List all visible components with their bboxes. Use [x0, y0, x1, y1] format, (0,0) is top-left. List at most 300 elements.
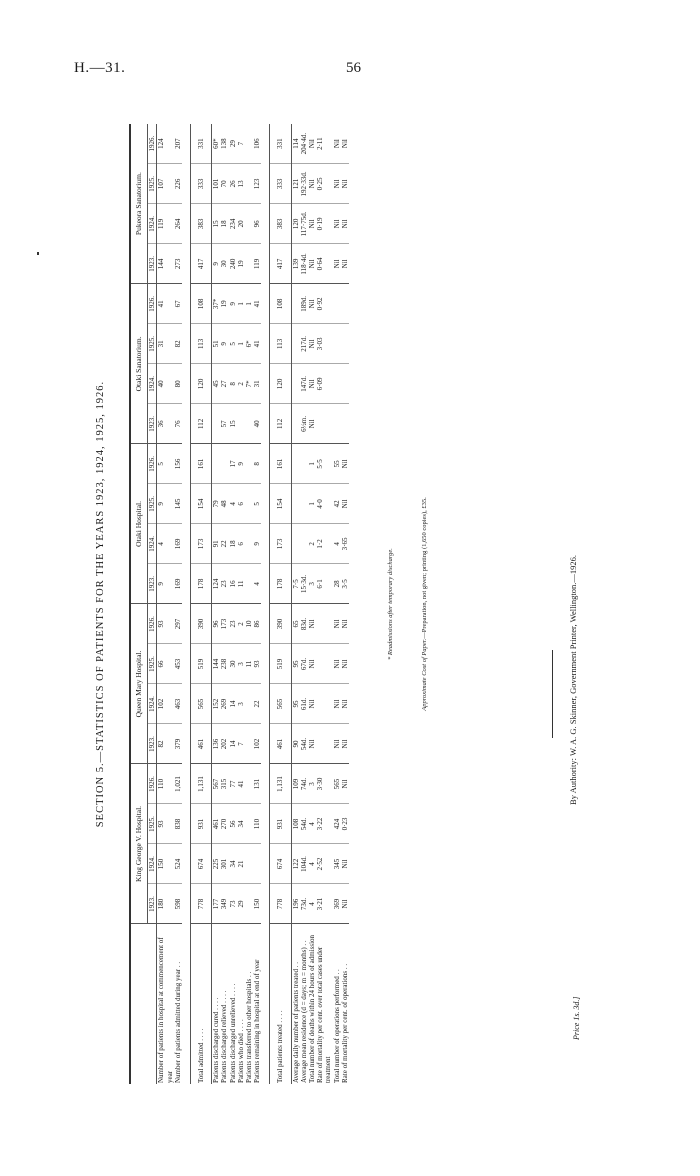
table-cell: 110	[253, 804, 261, 844]
table-cell: 463	[174, 684, 182, 724]
table-cell: 108	[191, 284, 212, 324]
table-cell: 270	[220, 804, 228, 844]
table-cell	[245, 124, 253, 164]
table-cell: 7	[237, 724, 245, 764]
table-cell: 567	[212, 764, 221, 804]
table-cell: 2·52	[316, 844, 332, 884]
table-cell: 10	[245, 604, 253, 644]
year-header: 1923.	[148, 244, 157, 284]
table-cell: 4	[229, 484, 237, 524]
table-cell: 13	[237, 164, 245, 204]
table-cell: 778	[270, 884, 291, 924]
table-cell: 177	[212, 884, 221, 924]
table-cell: Nil	[308, 604, 316, 644]
table-cell: 156	[174, 444, 182, 484]
table-cell: 3·03	[316, 324, 332, 364]
row-label: Total admitted . . . .	[191, 924, 212, 1084]
year-header: 1926.	[148, 124, 157, 164]
table-cell: 173	[220, 604, 228, 644]
table-cell: 2·11	[316, 124, 332, 164]
table-cell: 65	[291, 604, 300, 644]
row-label: Average mean residence (d = days; m = months) . .	[299, 940, 308, 1083]
table-cell: 2	[308, 524, 316, 564]
table-cell	[333, 284, 341, 324]
table-cell	[220, 444, 228, 484]
table-row	[157, 124, 174, 1084]
table-cell: 778	[191, 884, 212, 924]
table-cell: 67	[174, 284, 182, 324]
table-cell: 238	[220, 644, 228, 684]
table-cell: 1,131	[270, 764, 291, 804]
table-cell: 461	[270, 724, 291, 764]
table-cell: 3	[237, 684, 245, 724]
table-cell: 95	[291, 684, 300, 724]
year-header: 1924.	[148, 524, 157, 564]
year-header: 1924.	[148, 844, 157, 884]
table-cell: 369	[333, 884, 341, 924]
table-cell: 55	[333, 444, 341, 484]
table-cell: 82	[157, 724, 174, 764]
table-cell	[245, 684, 253, 724]
table-cell: 204·4d.	[300, 124, 308, 164]
table-cell: 61d.	[300, 684, 308, 724]
row-label: Patients remaining in hospital at end of year	[253, 959, 262, 1083]
table-cell	[333, 324, 341, 364]
table-cell: 196	[291, 884, 300, 924]
table-cell: 5	[253, 484, 261, 524]
table-cell: 114	[291, 124, 300, 164]
table-cell: 144	[212, 644, 221, 684]
table-cell: 6·1	[316, 564, 332, 604]
statistics-table	[129, 124, 349, 1084]
table-cell: 461	[191, 724, 212, 764]
table-cell: 145	[174, 484, 182, 524]
table-cell: 83d.	[300, 604, 308, 644]
table-cell	[291, 444, 300, 484]
table-cell: 96	[212, 604, 221, 644]
table-cell: 6	[237, 524, 245, 564]
table-cell: Nil	[341, 764, 349, 804]
table-cell: 29	[229, 124, 237, 164]
table-cell: Nil	[341, 844, 349, 884]
table-cell	[300, 444, 308, 484]
table-cell: Nil	[341, 724, 349, 764]
table-cell: 7*	[245, 364, 253, 404]
table-cell: 102	[157, 684, 174, 724]
table-cell: 5	[157, 444, 174, 484]
table-cell: Nil	[341, 244, 349, 284]
table-cell: 19	[237, 244, 245, 284]
table-cell: Nil	[333, 604, 341, 644]
table-cell: 1	[237, 284, 245, 324]
table-cell: 383	[191, 204, 212, 244]
row-label: Number of patients in hospital at commencement of year	[157, 937, 174, 1083]
section-title: SECTION 5.—STATISTICS OF PATIENTS FOR THE YEARS 1923, 1924, 1925, 1926.	[95, 380, 106, 828]
table-cell: 21	[237, 844, 245, 884]
year-header: 1926.	[148, 604, 157, 644]
cost-note	[421, 124, 428, 1084]
year-header: 1926.	[148, 284, 157, 324]
table-cell	[245, 564, 253, 604]
table-cell	[333, 404, 341, 444]
table-cell: 169	[174, 524, 182, 564]
table-cell: 6*	[245, 324, 253, 364]
table-cell: 112	[270, 404, 291, 444]
table-cell: 333	[191, 164, 212, 204]
table-cell: 6·09	[316, 364, 332, 404]
table-cell	[245, 484, 253, 524]
table-cell: 1	[308, 484, 316, 524]
row-label: Patients discharged relieved . . . .	[220, 990, 229, 1083]
table-cell: 109	[291, 764, 300, 804]
table-cell: 91	[212, 524, 221, 564]
table-cell: 36	[157, 404, 174, 444]
year-header: 1925.	[148, 484, 157, 524]
year-header: 1926.	[148, 764, 157, 804]
table-cell: 383	[270, 204, 291, 244]
table-cell	[291, 484, 300, 524]
table-cell: 41	[253, 324, 261, 364]
table-row	[316, 124, 332, 1084]
table-cell: 519	[270, 644, 291, 684]
table-cell: 226	[174, 164, 182, 204]
table-cell: 41	[253, 284, 261, 324]
table-cell: 95	[291, 644, 300, 684]
table-cell: 7	[237, 124, 245, 164]
table-cell: 4	[333, 524, 341, 564]
table-cell: 121	[291, 164, 300, 204]
table-cell: 18	[220, 204, 228, 244]
table-cell: 9	[220, 324, 228, 364]
table-cell: 154	[191, 484, 212, 524]
table-cell: Nil	[333, 204, 341, 244]
table-row	[333, 124, 341, 1084]
table-cell: 80	[174, 364, 182, 404]
table-cell: 9	[157, 484, 174, 524]
table-cell: 42	[333, 484, 341, 524]
table-cell: 931	[191, 804, 212, 844]
table-cell: 74d.	[300, 764, 308, 804]
table-cell: 269	[220, 684, 228, 724]
table-cell: 76	[174, 404, 182, 444]
table-cell: Nil	[333, 724, 341, 764]
table-cell: Nil	[308, 364, 316, 404]
table-cell: 390	[270, 604, 291, 644]
table-cell	[291, 284, 300, 324]
table-cell: 161	[191, 444, 212, 484]
table-cell: Nil	[341, 204, 349, 244]
table-cell: 93	[157, 804, 174, 844]
table-cell: 240	[229, 244, 237, 284]
table-cell: 113	[270, 324, 291, 364]
table-cell	[333, 364, 341, 404]
table-cell: 56	[229, 804, 237, 844]
table-cell	[237, 404, 245, 444]
table-cell: 108	[270, 284, 291, 324]
cost-label: Approximate Cost of Paper.	[421, 638, 428, 711]
table-cell: 113	[191, 324, 212, 364]
table-cell: Nil	[333, 644, 341, 684]
table-cell: 931	[270, 804, 291, 844]
table-cell: 77	[229, 764, 237, 804]
table-cell	[245, 404, 253, 444]
table-row	[300, 124, 308, 1084]
table-cell: 6	[237, 484, 245, 524]
table-cell: 453	[174, 644, 182, 684]
table-cell: 108	[291, 804, 300, 844]
table-cell	[245, 844, 253, 884]
table-cell	[245, 444, 253, 484]
table-cell	[245, 724, 253, 764]
page-ref-left: H.—31.	[74, 60, 126, 76]
table-cell	[245, 764, 253, 804]
table-cell: 161	[270, 444, 291, 484]
table-cell: 119	[253, 244, 261, 284]
table-cell: 4·0	[316, 484, 332, 524]
table-cell: 152	[212, 684, 221, 724]
table-cell: 1,021	[174, 764, 182, 804]
table-cell: 417	[270, 244, 291, 284]
table-cell: Nil	[341, 684, 349, 724]
stray-mark	[37, 252, 39, 255]
table-cell: 147d.	[300, 364, 308, 404]
table-cell: 67d.	[300, 644, 308, 684]
table-cell: Nil	[341, 444, 349, 484]
table-cell: 34	[237, 804, 245, 844]
table-cell: 3	[308, 564, 316, 604]
table-cell: 54d.	[300, 724, 308, 764]
table-cell: Nil	[308, 204, 316, 244]
table-cell: 120	[270, 364, 291, 404]
table-cell: 461	[212, 804, 221, 844]
table-cell: 7·5	[291, 564, 300, 604]
table-body	[157, 124, 349, 1084]
table-cell: 14	[229, 724, 237, 764]
table-cell: 86	[253, 604, 261, 644]
table-cell: Nil	[333, 124, 341, 164]
table-cell: 22	[220, 524, 228, 564]
table-cell	[291, 404, 300, 444]
year-header: 1925.	[148, 164, 157, 204]
table-cell: Nil	[308, 644, 316, 684]
table-cell	[341, 364, 349, 404]
table-cell: 379	[174, 724, 182, 764]
table-cell: 178	[191, 564, 212, 604]
table-cell: 31	[253, 364, 261, 404]
table-cell: 189d.	[300, 284, 308, 324]
table-row	[270, 124, 291, 1084]
printer-authority: By Authority: W. A. G. Skinner, Government Printer, Wellington.—1926.	[568, 555, 578, 805]
table-cell: Nil	[341, 884, 349, 924]
table-cell: 66	[157, 644, 174, 684]
table-cell: 0·92	[316, 284, 332, 324]
table-cell: 297	[174, 604, 182, 644]
table-cell: 70	[220, 164, 228, 204]
row-label: Total number of deaths within 24 hours of admission	[308, 934, 317, 1083]
table-cell: 73	[229, 884, 237, 924]
hospital-header: Otaki Sanatorium.	[130, 284, 148, 444]
table-cell: 101	[212, 164, 221, 204]
row-label: Patients discharged unrelieved . . . .	[228, 983, 237, 1083]
table-cell: 9	[253, 524, 261, 564]
row-label: Patients who died . . . .	[236, 1019, 245, 1083]
table-cell: 3	[237, 644, 245, 684]
table-cell: 178	[270, 564, 291, 604]
table-cell: Nil	[308, 244, 316, 284]
table-cell: 1	[308, 444, 316, 484]
year-header: 1925.	[148, 644, 157, 684]
table-cell: 4	[157, 524, 174, 564]
table-cell: 173	[270, 524, 291, 564]
table-cell: 3·30	[316, 764, 332, 804]
table-cell: 150	[253, 884, 261, 924]
table-cell: 93	[253, 644, 261, 684]
table-cell: 838	[174, 804, 182, 844]
table-cell: 73d.	[300, 884, 308, 924]
table-cell: 118·4d.	[300, 244, 308, 284]
table-cell: 390	[191, 604, 212, 644]
table-cell	[300, 524, 308, 564]
table-cell: 144	[157, 244, 174, 284]
table-cell: 0·19	[316, 204, 332, 244]
table-cell: 107	[157, 164, 174, 204]
table-cell: 29	[237, 884, 245, 924]
row-label: Rate of mortality per cent. over total cases under treatment	[316, 946, 333, 1083]
table-cell: 1	[237, 324, 245, 364]
table-cell: 28	[333, 564, 341, 604]
table-cell	[245, 164, 253, 204]
page-number: 56	[346, 60, 361, 76]
table-cell: 45	[212, 364, 221, 404]
table-cell: 48	[220, 484, 228, 524]
table-cell: 82	[174, 324, 182, 364]
table-cell: 20	[237, 204, 245, 244]
table-cell: Nil	[341, 484, 349, 524]
table-cell: 112	[191, 404, 212, 444]
row-label: Average daily number of patients treated . .	[291, 962, 300, 1083]
table-cell: 110	[157, 764, 174, 804]
table-cell	[245, 804, 253, 844]
table-cell: 40	[157, 364, 174, 404]
hospital-header: Queen Mary Hospital.	[130, 604, 148, 764]
table-cell: 417	[191, 244, 212, 284]
table-cell: 345	[333, 844, 341, 884]
table-cell: 273	[174, 244, 182, 284]
table-cell: 22	[253, 684, 261, 724]
table-cell: 524	[174, 844, 182, 884]
table-row	[212, 124, 221, 1084]
table-cell: 124	[157, 124, 174, 164]
table-cell: 15	[229, 404, 237, 444]
table-cell: 333	[270, 164, 291, 204]
table-cell: Nil	[308, 164, 316, 204]
year-header: 1923.	[148, 564, 157, 604]
table-cell: 27	[220, 364, 228, 404]
table-cell	[245, 524, 253, 564]
table-cell: 9	[229, 284, 237, 324]
table-cell: 93	[157, 604, 174, 644]
year-header: 1926.	[148, 444, 157, 484]
table-cell	[341, 324, 349, 364]
table-cell	[316, 604, 332, 644]
table-row	[308, 124, 316, 1084]
table-cell: 424	[333, 804, 341, 844]
table-cell: 2	[237, 604, 245, 644]
table-cell: 349	[220, 884, 228, 924]
table-cell: 102	[253, 724, 261, 764]
table-cell	[316, 684, 332, 724]
table-cell: 150	[157, 844, 174, 884]
table-cell: 123	[253, 164, 261, 204]
table-cell: Nil	[308, 284, 316, 324]
row-label: Number of patients admitted during year . .	[173, 961, 182, 1083]
table-cell: 180	[157, 884, 174, 924]
table-cell: 565	[333, 764, 341, 804]
table-cell: Nil	[341, 164, 349, 204]
rotated-table-area	[95, 104, 443, 1104]
table-cell: 104d.	[300, 844, 308, 884]
table-cell: 31	[157, 324, 174, 364]
table-cell: 41	[157, 284, 174, 324]
table-cell: 565	[191, 684, 212, 724]
year-header: 1925.	[148, 804, 157, 844]
table-cell: 96	[253, 204, 261, 244]
table-row	[220, 124, 228, 1084]
table-cell: 8	[253, 444, 261, 484]
table-cell	[245, 204, 253, 244]
table-cell: 30	[220, 244, 228, 284]
spacer-row	[182, 124, 191, 1084]
table-row	[237, 124, 245, 1084]
table-cell: 0·25	[316, 164, 332, 204]
table-row	[174, 124, 182, 1084]
table-cell: Nil	[333, 244, 341, 284]
table-cell: 234	[229, 204, 237, 244]
row-label: Rate of mortality per cent. of operations . .	[340, 963, 349, 1083]
table-cell: 202	[220, 724, 228, 764]
table-row	[191, 124, 212, 1084]
table-cell: 1,131	[191, 764, 212, 804]
table-cell	[291, 324, 300, 364]
table-cell: 519	[191, 644, 212, 684]
table-cell: 315	[220, 764, 228, 804]
table-cell: 0·64	[316, 244, 332, 284]
table-cell: 14	[229, 684, 237, 724]
table-cell: 217d.	[300, 324, 308, 364]
table-cell: 122	[291, 844, 300, 884]
table-cell: 138	[220, 124, 228, 164]
table-cell: 9	[212, 244, 221, 284]
table-cell: Nil	[333, 164, 341, 204]
table-cell: 41	[237, 764, 245, 804]
row-label: Total number of operations performed . .	[332, 969, 341, 1083]
year-header: 1923.	[148, 884, 157, 924]
table-cell: 19	[220, 284, 228, 324]
table-cell: 1·2	[316, 524, 332, 564]
table-cell: 331	[191, 124, 212, 164]
hospital-header: Otaki Hospital.	[130, 444, 148, 604]
table-cell	[212, 444, 221, 484]
table-cell: 54d.	[300, 804, 308, 844]
table-cell	[316, 724, 332, 764]
table-cell: 15	[212, 204, 221, 244]
year-header: 1924.	[148, 684, 157, 724]
table-cell	[341, 284, 349, 324]
table-cell: 225	[212, 844, 221, 884]
table-cell	[316, 404, 332, 444]
row-label: Patients transferred to other hospitals . .	[245, 971, 254, 1083]
year-header: 1925.	[148, 324, 157, 364]
